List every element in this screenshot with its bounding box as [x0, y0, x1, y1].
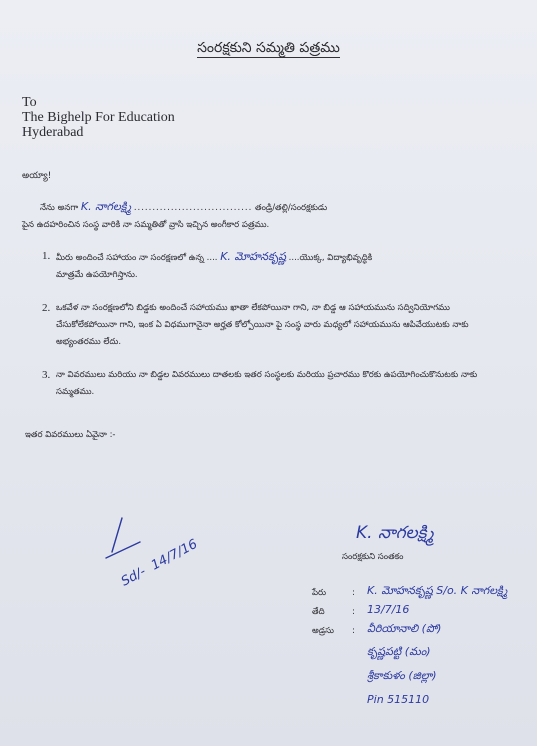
- student-name-handwritten: K. మోహనకృష్ణ: [220, 250, 286, 263]
- consent-letter-page: సంరక్షకుని సమ్మతి పత్రము To The Bighelp For Education Hyderabad అయ్యా! నేను అనగా K. నాగలక్ష్మి ................................ తండ్రి/తల్లి/సంరక్షకుడు పైన ఉదహరించిన సంస్థ వారికి నా సమ్మతితో వ్రాసి ఇచ్చిన అంగీకార పత్రము. 1. మీరు అందించే సహాయం నా సంరక్షణలో ఉన్న .... K. మోహనకృష్ణ ....యొక్క, విద్యాభివృద్ధికి మాత్రమే ఉపయోగిస్తాను. 2. ఒకవేళ నా సంరక్షణలోని బిడ్డకు అందించే సహాయము ఖాతా లేకపోయినా గాని, నా బిడ్డ ఆ సహాయమును సద్వినియోగము చేసుకోలేకపోయినా గాని, ఇంక ఏ విధముగానైనా అర్హత కోల్పోయినా పై సంస్థ వారు మధ్యలో సహాయమును ఆపివేయుటకు నాకు అభ్యంతరము లేదు. 3. నా వివరములు మరియు నా బిడ్డల వివరములు దాతలకు ఇతర సంస్థలకు మరియు ప్రచారము కొరకు ఉపయోగించుకొనుటకు నాకు సమ్మతము. ఇతర వివరములు ఏవైనా :- Sd/- 14/7/16 K. నాగలక్ష్మి సంరక్షకుని సంతకం పేరు : K. మోహనకృష్ణ S/o. K నాగలక్ష్మి తేది : 13/7/16 అడ్రసు : వీరియానాలి (పో) కృష్ణపట్టి (మం) శ్రీకాకుళం (జిల్లా) Pin 515110: [0, 0, 537, 746]
- letter-title: సంరక్షకుని సమ్మతి పత్రము: [197, 40, 340, 56]
- guardian-signature-handwritten: K. నాగలక్ష్మి: [356, 523, 434, 543]
- other-details-label: ఇతర వివరములు ఏవైనా :-: [25, 430, 116, 440]
- consent-clauses: [42, 248, 502, 401]
- info-value: Pin 515110: [367, 693, 430, 706]
- intro-dots: ................................: [133, 203, 253, 213]
- info-label: పేరు: [312, 588, 327, 598]
- salutation: అయ్యా!: [22, 171, 52, 181]
- info-value: K. మోహనకృష్ణ S/o. K నాగలక్ష్మి: [367, 584, 508, 597]
- clause-number: 2.: [42, 302, 51, 314]
- clause-number: 3.: [42, 369, 51, 381]
- clause-number: 1.: [42, 250, 51, 262]
- intro-suffix: తండ్రి/తల్లి/సంరక్షకుడు: [254, 203, 328, 213]
- address-line-city: Hyderabad: [22, 125, 84, 140]
- recipient-address: [22, 95, 175, 140]
- clause-text: నా వివరములు మరియు నా బిడ్డల వివరములు దాతలకు ఇతర సంస్థలకు మరియు ప్రచారము కొరకు ఉపయోగించుకొనుటకు నాకు సమ్మతము.: [56, 370, 478, 397]
- clause-3: [42, 367, 502, 401]
- intro-line2: పైన ఉదహరించిన సంస్థ వారికి నా సమ్మతితో వ్రాసి ఇచ్చిన అంగీకార పత్రము.: [22, 220, 270, 230]
- address-line-to: To: [22, 95, 37, 110]
- info-label: అడ్రసు: [312, 626, 334, 636]
- info-label: తేది: [312, 607, 325, 617]
- intro-paragraph: [22, 198, 510, 234]
- guardian-name-handwritten: K. నాగలక్ష్మి: [80, 200, 132, 213]
- info-value: వీరియానాలి (పో): [367, 622, 442, 635]
- info-value: కృష్ణపట్టి (మం): [367, 645, 431, 658]
- clause-text-line2: మాత్రమే ఉపయోగిస్తాను.: [56, 270, 138, 280]
- clause-2: [42, 300, 502, 351]
- info-value: 13/7/16: [367, 603, 410, 616]
- clause-text: మీరు అందించే సహాయం నా సంరక్షణలో ఉన్న ....: [56, 253, 218, 263]
- address-line-org: The Bighelp For Education: [22, 110, 175, 125]
- clause-1: [42, 248, 502, 284]
- witness-date-text: 14/7/16: [148, 536, 201, 574]
- intro-prefix: నేను అనగా: [40, 203, 79, 213]
- guardian-signature-label: సంరక్షకుని సంతకం: [342, 552, 404, 562]
- witness-sign-text: Sd/-: [118, 564, 149, 590]
- info-value: శ్రీకాకుళం (జిల్లా): [367, 669, 437, 682]
- clause-text-cont: ....యొక్క, విద్యాభివృద్ధికి: [288, 253, 373, 263]
- witness-date-handwritten: [108, 520, 218, 590]
- clause-text: ఒకవేళ నా సంరక్షణలోని బిడ్డకు అందించే సహాయము ఖాతా లేకపోయినా గాని, నా బిడ్డ ఆ సహాయమును సద్వినియోగము చేసుకోలేకపోయినా గాని, ఇంక ఏ విధముగానైనా అర్హత కోల్పోయినా పై సంస్థ వారు మధ్యలో సహాయమును ఆపివేయుటకు నాకు అభ్యంతరము లేదు.: [56, 303, 469, 347]
